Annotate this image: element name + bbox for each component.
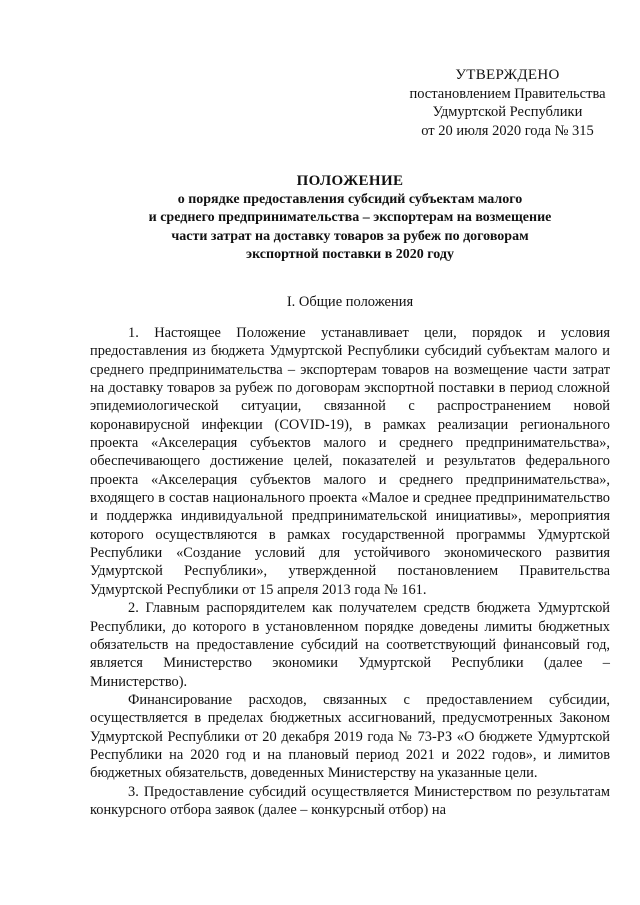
document-body <box>90 324 610 819</box>
approval-date: от 20 июля 2020 года № 315 <box>421 122 594 139</box>
paragraph: 3. Предоставление субсидий осуществляется Министерством по результатам конкурсного отбора заявок (далее – конкурсный отбор) на <box>90 783 610 818</box>
section-heading: I. Общие положения <box>286 294 414 310</box>
document-title <box>90 172 610 265</box>
title-line: и среднего предпринимательства – экспортерам на возмещение <box>148 210 552 226</box>
document-heading: ПОЛОЖЕНИЕ <box>296 173 404 189</box>
approval-line: Удмуртской Республики <box>432 104 583 120</box>
paragraph: 1. Настоящее Положение устанавливает цели, порядок и условия предоставления из бюджета Удмуртской Республики субсидий субъектам малого и среднего предпринимательства – экспортерам товаров на возмещение части затрат на доставку товаров за рубеж по договорам экспортной поставки в период сложной эпидемиологической ситуации, связанной с распространением новой коронавирусной инфекции (COVID-19), в рамках реализации регионального проекта «Акселерация субъектов малого и среднего предпринимательства», обеспечивающего достижение целей, показателей и результатов федерального проекта «Акселерация субъектов малого и среднего предпринимательства», входящего в состав национального проекта «Малое и среднее предпринимательство и поддержка индивидуальной предпринимательской инициативы», мероприятия которого осуществляются в рамках государственной программы Удмуртской Республики «Создание условий для устойчивого экономического развития Удмуртской Республики», утвержденной постановлением Правительства Удмуртской Республики от 15 апреля 2013 года № 161. <box>90 325 610 598</box>
title-line: о порядке предоставления субсидий субъектам малого <box>177 191 523 207</box>
paragraph: Финансирование расходов, связанных с предоставлением субсидии, осуществляется в пределах бюджетных ассигнований, предусмотренных Законом Удмуртской Республики от 20 декабря 2019 года № 73-РЗ «О бюджете Удмуртской Республики на 2020 год и на плановый период 2021 и 2022 годов», и лимитов бюджетных обязательств, доведенных Министерству на указанные цели. <box>90 691 610 782</box>
title-line: экспортной поставки в 2020 году <box>246 247 454 263</box>
paragraph: 2. Главным распорядителем как получателем средств бюджета Удмуртской Республики, до которого в установленном порядке доведены лимиты бюджетных обязательств на предоставление субсидий на соответствующий финансовый год, является Министерство экономики Удмуртской Республики (далее – Министерство). <box>90 600 610 690</box>
approval-heading: УТВЕРЖДЕНО <box>455 67 560 83</box>
title-line: части затрат на доставку товаров за рубеж по договорам <box>171 228 529 244</box>
approval-line: постановлением Правительства <box>409 85 606 102</box>
approval-stamp <box>395 66 620 140</box>
